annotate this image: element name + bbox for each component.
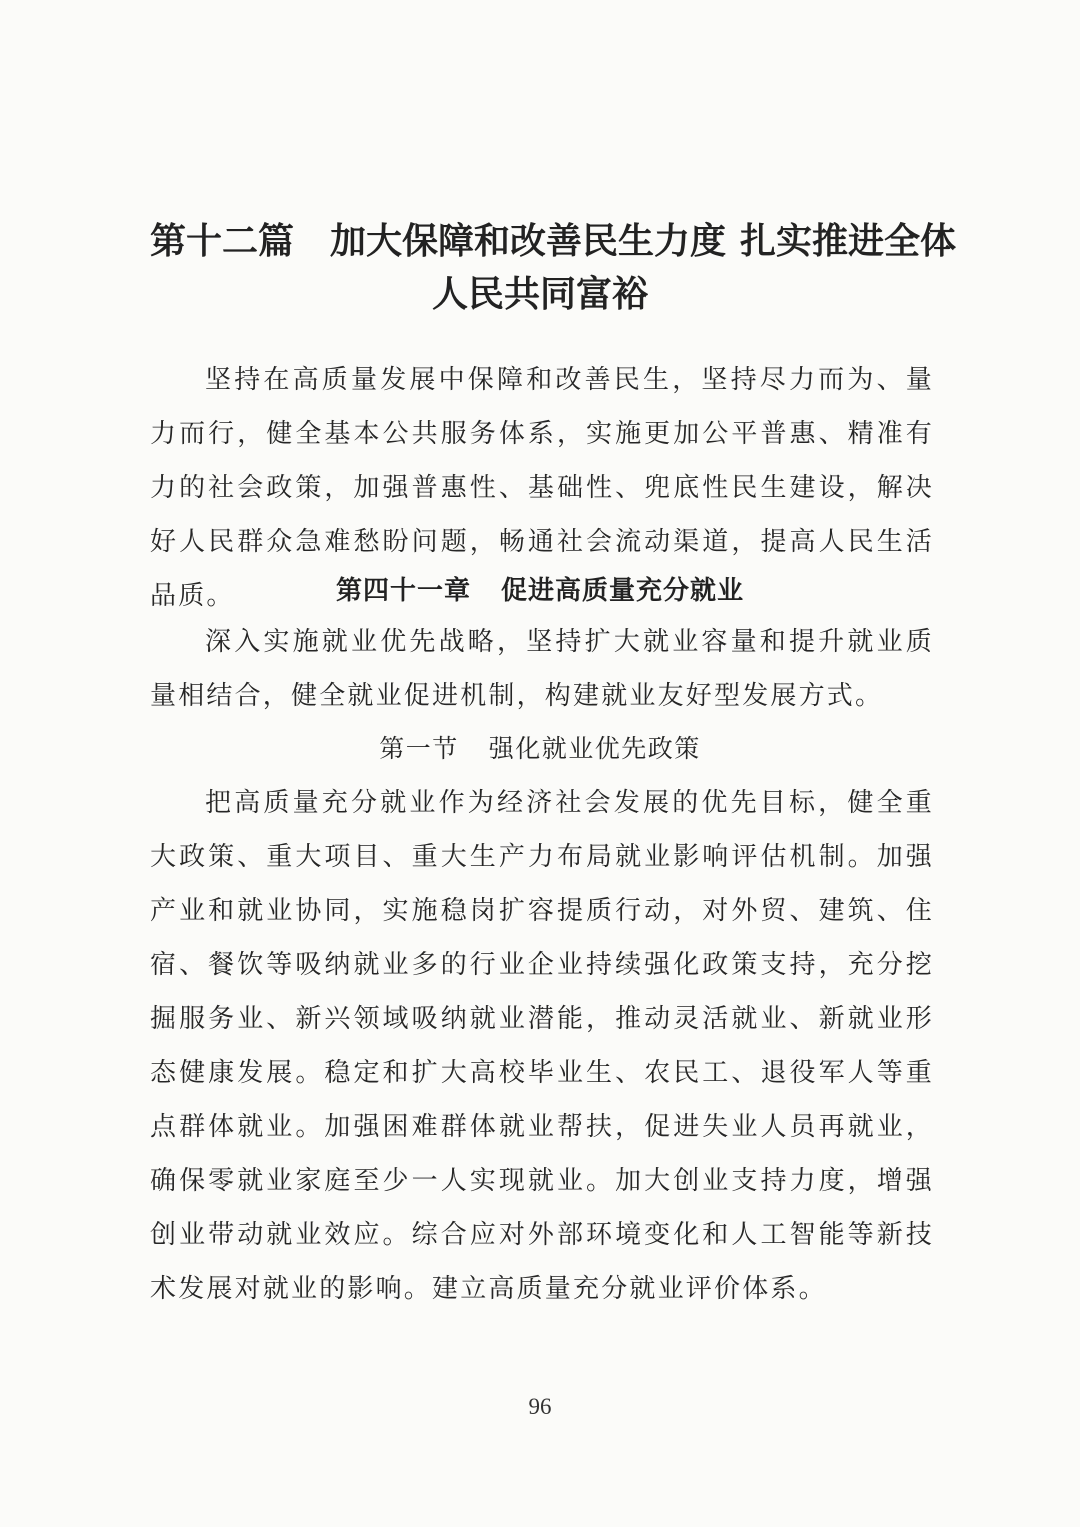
part-title-text-2: 扎实推进全体 xyxy=(740,220,957,262)
chapter-title-text: 促进高质量充分就业 xyxy=(501,576,745,606)
chapter-number: 第四十一章 xyxy=(335,576,471,606)
chapter-title xyxy=(0,564,1080,618)
part-title-line-2: 人民共同富裕 xyxy=(431,273,648,315)
section-number: 第一节 xyxy=(379,734,459,763)
section-title xyxy=(0,722,1080,776)
section-title-text: 强化就业优先政策 xyxy=(488,734,701,763)
section-paragraph: 把高质量充分就业作为经济社会发展的优先目标，健全重大政策、重大项目、重大生产力布局就业影响评估机制。加强产业和就业协同，实施稳岗扩容提质行动，对外贸、建筑、住宿、餐饮等吸纳就业多的行业企业持续强化政策支持，充分挖掘服务业、新兴领域吸纳就业潜能，推动灵活就业、新就业形态健康发展。稳定和扩大高校毕业生、农民工、退役军人等重点群体就业。加强困难群体就业帮扶，促进失业人员再就业，确保零就业家庭至少一人实现就业。加大创业支持力度，增强创业带动就业效应。综合应对外部环境变化和人工智能等新技术发展对就业的影响。建立高质量充分就业评价体系。 xyxy=(150,788,934,1304)
part-title-line-1 xyxy=(150,212,957,271)
part-number: 第十二篇 xyxy=(150,220,295,262)
intro-paragraph: 坚持在高质量发展中保障和改善民生，坚持尽力而为、量力而行，健全基本公共服务体系，实施更加公平普惠、精准有力的社会政策，加强普惠性、基础性、兜底性民生建设，解决好人民群众急难愁盼问题，畅通社会流动渠道，提高人民生活品质。 xyxy=(150,365,934,611)
page-number: 96 xyxy=(528,1394,552,1419)
part-title-text-1: 加大保障和改善民生力度 xyxy=(330,220,727,262)
chapter-paragraph: 深入实施就业优先战略，坚持扩大就业容量和提升就业质量相结合，健全就业促进机制，构建就业友好型发展方式。 xyxy=(150,627,934,711)
